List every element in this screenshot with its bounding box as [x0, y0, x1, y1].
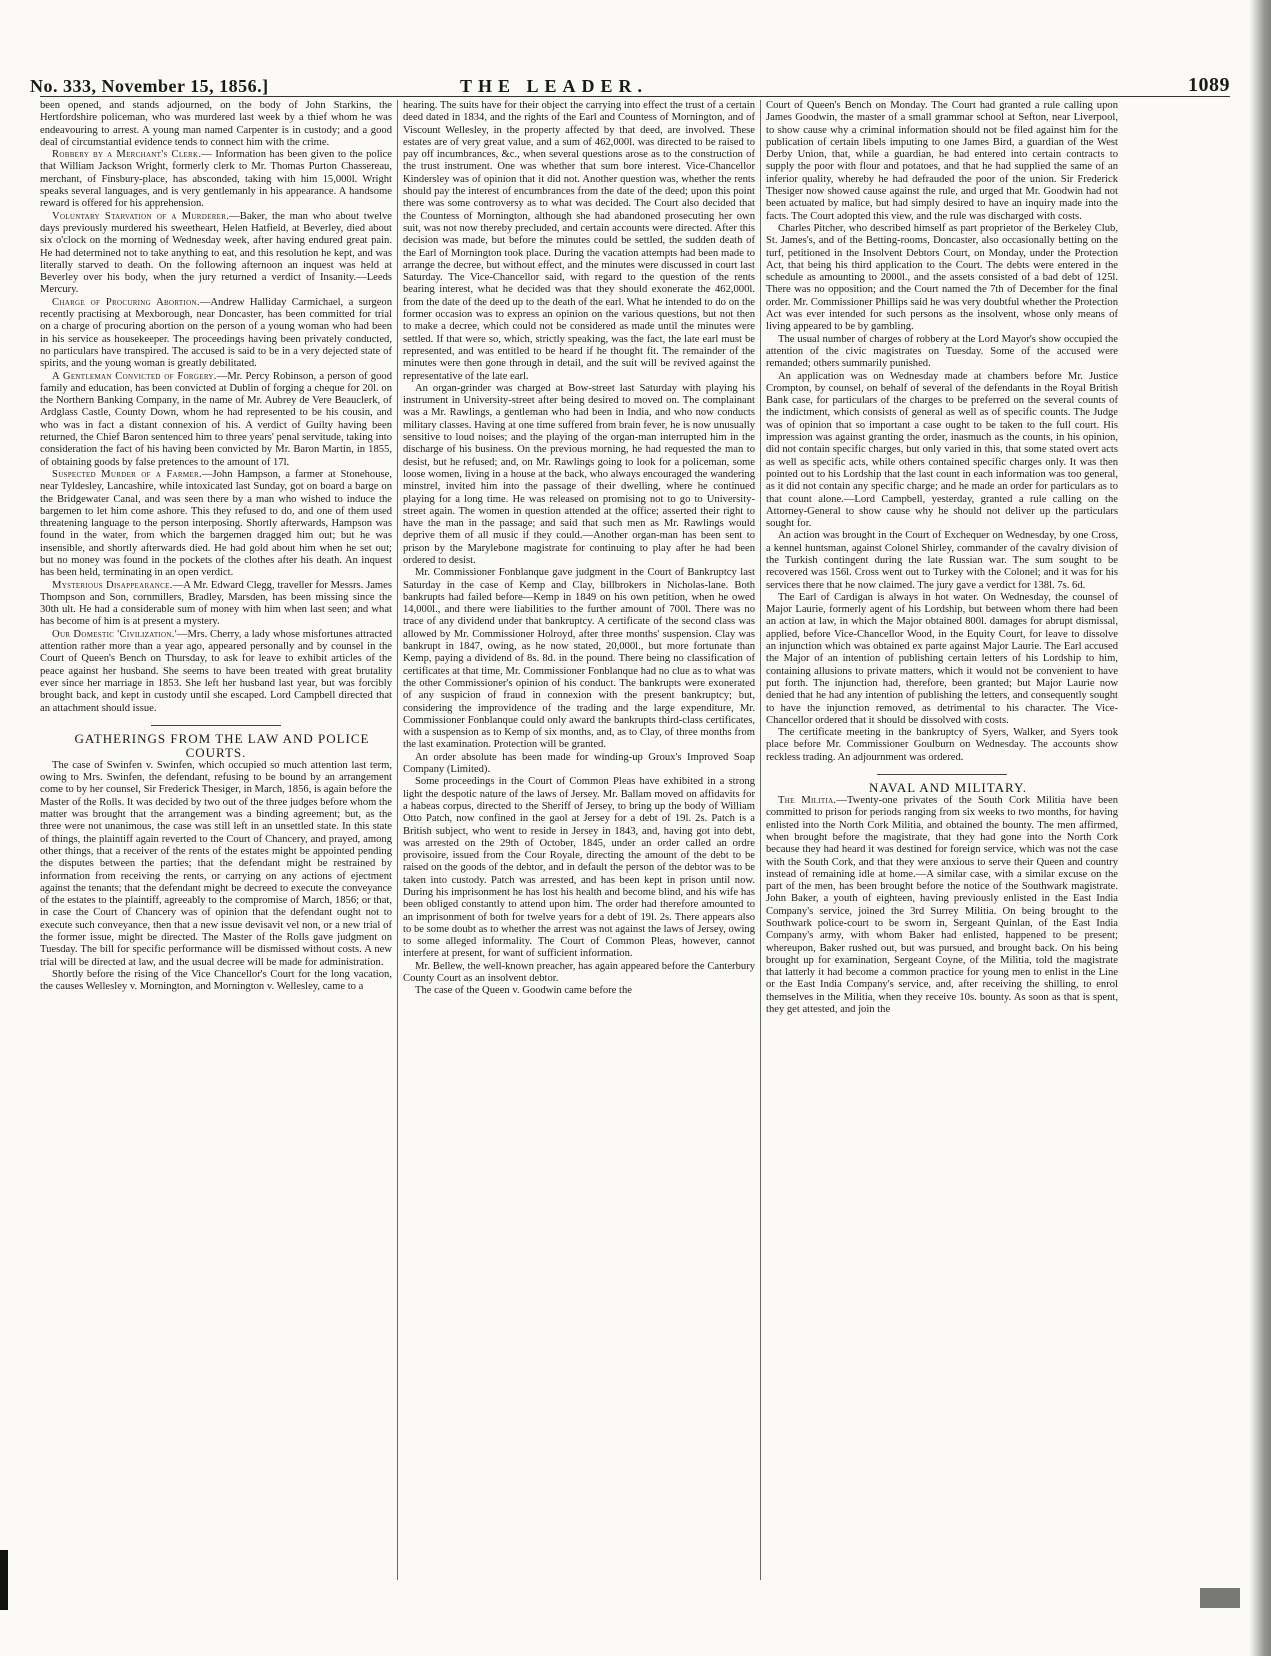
news-item: [40, 211, 392, 297]
paragraph: hearing. The suits have for their object the carrying into effect the trust of a certain deed dated in 1834, and the rights of the Earl and Countess of Mornington, and of Viscount Wellesley, in the property affected by that deed, are involved. These estates are of very great value, and a sum of 462,000l. was directed to be raised to pay off incumbrances, &c., when several questions arose as to the construction of the trust instrument. One was whether that sum bore interest. Vice-Chancellor Kindersley was of opinion that it did not. Another question was, whether the rents should pay the interest of encumbrances from the date of the deed; upon this point there was some controversy as to what was decided. The Court also decided that the Countess of Mornington, although she had abandoned prosecuting her own suit, was not now thereby precluded, and certain accounts were directed. After this decision was made, but before the minutes could be settled, the sudden death of the Earl of Mornington took place. During the vacation attempts had been made to arrange the decree, but without effect, and the minutes were discussed in court last Saturday. The Vice-Chancellor said, with regard to the question of the rents bearing interest, what he decided was that they should exonerate the 462,000l. from the date of the deed up to the death of the earl. What he intended to do on the former occasion was to express an opinion on the various questions, but not then to make a decree, which could not be considered as made until the minutes were settled. If that were so, which, strictly speaking, was the fact, the late earl must be represented, and was entitled to be heard if he thought fit. The remainder of the minutes were then gone through in detail, and the suit will be revived against the representative of the late earl.: [403, 100, 755, 382]
paragraph: Mr. Commissioner Fonblanque gave judgment in the Court of Bankruptcy last Saturday in the case of Kemp and Clay, billbrokers in Nicholas-lane. Both bankrupts had failed before—Kemp in 1849 on his own petition, when he owed 14,000l., and there were liabilities to the further amount of 700l. There was no trace of any dividend under that bankruptcy. A certificate of the second class was allowed by Mr. Commissioner Holroyd, after three months' suspension. Clay was bankrupt in 1847, owing, as he now stated, 20,000l., but more fortunate than Kemp, paying a dividend of 8s. 8d. in the pound. There being no classification of certificates at that time, Mr. Commissioner Fonblanque had no clue as to what was the other Commissioner's opinion of his conduct. The bankrupts were exonerated of any suspicion of fraud in connexion with the present bankruptcy; but, considering the improvidence of the trading and the large expenditure, Mr. Commissioner Fonblanque could only award the bankrupts third-class certificates, with a suspension as to Kemp of six months, and, as to Clay, of three months from the last examination. Protection will be granted.: [403, 567, 755, 751]
column-divider: [397, 100, 398, 1580]
news-item: [766, 795, 1118, 1016]
item-body: —Mr. Percy Robinson, a person of good family and education, has been convicted at Dublin of forging a cheque for 20l. on the Northern Banking Company, in the name of Mr. Aubrey de Vere Beauclerk, of Ardglass Castle, County Down, whom he had represented to be his cousin, and who was in fact a distant connexion of his. A verdict of Guilty having been returned, the Chief Baron sentenced him to three years' penal servitude, taking into consideration the fact of his having been convicted by Mr. Baron Martin, in 1855, of obtaining goods by false pretences to the amount of 17l.: [40, 370, 392, 468]
item-heading: The Militia.: [778, 795, 837, 807]
section-title-naval-military: NAVAL AND MILITARY.: [869, 780, 1027, 796]
scan-mark: [1200, 1588, 1240, 1608]
paragraph: Charles Pitcher, who described himself as part proprietor of the Berkeley Club, St. James's, and of the Betting-rooms, Doncaster, also occasionally betting on the turf, petitioned in the Insolvent Debtors Court, on Monday, under the Protection Act, that being his third application to the Court. The debts were entered in the schedule as amounting to 2000l., and the assets consisted of a bad debt of 125l. There was no opposition; and the Court named the 7th of December for the final order. Mr. Commissioner Phillips said he was very doubtful whether the Protection Act was ever intended for such persons as the insolvent, whose only means of living appeared to be by gambling.: [766, 222, 1118, 333]
paragraph: The Earl of Cardigan is always in hot water. On Wednesday, the counsel of Major Laurie, formerly agent of his Lordship, but between whom there had been an action at law, in which the Major obtained 800l. damages for abrupt dismissal, applied, before Vice-Chancellor Wood, in the Equity Court, for leave to dissolve an injunction which was obtained ex parte against Major Laurie. The Earl accused the Major of an intention of publishing certain letters of his Lordship to him, containing allusions to private matters, which it would not be convenient to have put forth. The injunction had, therefore, been granted; but Major Laurie now denied that he had any intention of publishing the letters, and consequently sought to have the injunction removed, as detrimental to his character. The Vice-Chancellor ordered that it should be dissolved with costs.: [766, 591, 1118, 726]
item-heading: Charge of Procuring Abortion.: [52, 296, 200, 308]
paragraph: The certificate meeting in the bankruptcy of Syers, Walker, and Syers took place before Mr. Commissioner Goulburn on Wednesday. The accounts show reckless trading. An adjournment was ordered.: [766, 727, 1118, 763]
paragraph: An order absolute has been made for winding-up Groux's Improved Soap Company (Limited).: [403, 751, 755, 776]
news-item: [40, 629, 392, 715]
paragraph: Some proceedings in the Court of Common Pleas have exhibited in a strong light the despotic nature of the laws of Jersey. Mr. Ballam moved on affidavits for a habeas corpus, directed to the Sheriff of Jersey, to bring up the body of William Otto Patch, now confined in the gaol at Jersey for a debt of 19l. 2s. Patch is a British subject, who went to reside in Jersey in 1843, and, having got into debt, was arrested on the 29th of October, 1845, under an order called an ordre provisoire, issued from the Cour Royale, directing the amount of the debt to be raised on the goods of the debtor, and in default the person of the debtor was to be taken into custody. Patch was arrested, and has been kept in prison until now. During his imprisonment he has lost his health and become blind, and his wife has been obliged constantly to attend upon him. The order had therefore amounted to an imprisonment of both for twelve years for a debt of 19l. 2s. There appears also to be some doubt as to whether the arrest was not against the laws of Jersey, owing to some alleged informality. The Court of Common Pleas, however, cannot interfere at present, for want of sufficient information.: [403, 776, 755, 960]
item-body: —A Mr. Edward Clegg, traveller for Messrs. James Thompson and Son, cornmillers, Bradley, Marsden, has been missing since the 30th ult. He had a considerable sum of money with him when last seen; and what has become of him is at present a mystery.: [40, 579, 392, 628]
paragraph: been opened, and stands adjourned, on the body of John Starkins, the Hertfordshire policeman, who was murdered last week by a thief whom he was endeavouring to arrest. A young man named Carpenter is in custody; and a good deal of circumstantial evidence tends to connect him with the crime.: [40, 100, 392, 148]
paragraph: An organ-grinder was charged at Bow-street last Saturday with playing his instrument in University-street after being desired to moved on. The complainant was a Mr. Rawlings, a gentleman who had been in India, and who now conducts military classes. Having at one time suffered from brain fever, he is now unusually sensitive to loud noises; and the playing of the organ-man interrupted him in the discharge of his business. On the previous morning, he had requested the man to desist, but he refused; and, on Mr. Rawlings going to look for a policeman, some loose women, living in a house at the back, who always encouraged the wandering minstrel, invited him into the passage of their dwelling, where he continued playing for a long time. He was released on promising not to go to University-street again. The women in question attended at the office; asserted their right to have the man in the passage; and said that such men as Mr. Rawlings would deprive them of all music if they could.—Another organ-man has been sent to prison by the Marylebone magistrate for continuing to play after he had been ordered to desist.: [403, 382, 755, 566]
item-heading: Suspected Murder of a Farmer.: [52, 468, 202, 480]
item-heading: Mysterious Disappearance.: [52, 579, 173, 591]
item-heading: Our Domestic 'Civilization.': [52, 628, 177, 640]
item-heading: Voluntary Starvation of a Murderer.: [52, 210, 230, 222]
item-body: —John Hampson, a farmer at Stonehouse, near Tyldesley, Lancashire, while intoxicated last Sunday, got on board a barge on the Bridgewater Canal, and was seen there by a man who wished to induce the bargemen to let him come ashore. This they refused to do, and one of them used threatening language to the person interposing. Shortly afterwards, Hampson was found in the water, from which the bargemen dragged him out; but he was insensible, and shortly afterwards died. He had gold about him when he set out; but no money was found in the pockets of the clothes after his death. An inquest has been held, terminating in an open verdict.: [40, 468, 392, 579]
page-header: [30, 76, 1230, 98]
header-rule: [40, 96, 1230, 97]
paragraph: Court of Queen's Bench on Monday. The Court had granted a rule calling upon James Goodwin, the master of a small grammar school at Sefton, near Liverpool, to show cause why a criminal information should not be filed against him for the publication of certain libels imputing to one James Bird, a guardian of the West Derby Union, that, while a guardian, he had entered into certain contracts to supply the poor with flour and potatoes, and that he had supplied the same of an inferior quality, whereby he had defrauded the poor of the union. Sir Frederick Thesiger now showed cause against the rule, and urged that Mr. Goodwin had not been actuated by malice, but had simply desired to have an inquiry made into the facts. The Court adopted this view, and the rule was discharged with costs.: [766, 100, 1118, 222]
paragraph: The case of the Queen v. Goodwin came before the: [415, 985, 632, 997]
news-item: [40, 297, 392, 371]
scan-mark: [0, 1550, 8, 1610]
paragraph: Mr. Bellew, the well-known preacher, has again appeared before the Canterbury County Court as an insolvent debtor.: [403, 960, 755, 985]
news-item: [40, 149, 392, 210]
paragraph: An action was brought in the Court of Exchequer on Wednesday, by one Cross, a kennel huntsman, against Colonel Shirley, commander of the cavalry division of the Turkish contingent during the late Russian war. The sum sought to be recovered was 156l. Cross went out to Turkey with the Colonel; and it was for his services there that he now claimed. The jury gave a verdict for 138l. 7s. 6d.: [766, 530, 1118, 591]
section-divider: [877, 774, 1007, 775]
masthead-title: THE LEADER.: [460, 76, 649, 96]
item-body: —Twenty-one privates of the South Cork Militia have been committed to prison for periods ranging from six weeks to two months, for having enlisted into the North Cork Militia, and obtained the bounty. The men affirmed, when brought before the magistrate, that they had gone into the North Cork because they had heard it was destined for foreign service, which was not the case with the South Cork, and that they were anxious to serve their Queen and country instead of remaining idle at home.—A similar case, with a similar excuse on the part of the men, has been brought before the notice of the Southwark magistrate. John Baker, a youth of eighteen, having previously enlisted in the East India Company's service, joined the 3rd Surrey Militia. On being brought to the Southwark police-court to be sworn in, Sergeant Quinlan, of the East India Company's army, with whom Baker had enlisted, happened to be present; whereupon, Baker rushed out, but was pursued, and brought back. On his being brought up for examination, Sergeant Coyne, of the Militia, told the magistrate that latterly it had become a common practice for young men to enlist in the Line or the East India Company's service, and, after receiving the shilling, to enrol themselves in the Militia, when they receive 10s. bounty. As soon as that is spent, they get attested, and join the: [766, 795, 1118, 1016]
item-body: —Baker, the man who about twelve days previously murdered his sweetheart, Helen Hatfield, at Beverley, died about six o'clock on the morning of Wednesday week, after having endured great pain. He had determined not to take anything to eat, and this resolution he kept, and was literally starved to death. On the following afternoon an inquest was held at Beverley over his body, when the jury returned a verdict of Insanity.—Leeds Mercury.: [40, 210, 392, 296]
page-edge-shadow: [1249, 0, 1271, 1656]
section-divider: [151, 725, 281, 726]
paragraph: An application was on Wednesday made at chambers before Mr. Justice Crompton, by counsel, on behalf of several of the defendants in the Royal British Bank case, for particulars of the charges to be preferred on the several counts of the indictment, which consists of general as well as of specific counts. The Judge was of opinion that so important a case ought to be taken to the full court. His impression was against granting the order, inasmuch as the counts, in his opinion, did not contain specific charges, but only varied in this, that some stated overt acts as well as specific acts, while others contained specific charges only. It was then pointed out to his Lordship that the last count in each information was too general, as it did not contain any specific charge; and he made an order for particulars as to that count alone.—Lord Campbell, yesterday, granted a rule calling on the Attorney-General to show cause why he should not deliver up the particulars sought for.: [766, 370, 1118, 530]
paragraph: Shortly before the rising of the Vice Chancellor's Court for the long vacation, the causes Wellesley v. Mornington, and Mornington v. Wellesley, came to a: [40, 968, 392, 993]
column-divider: [760, 100, 761, 1580]
item-body: — Information has been given to the police that William Jackson Wright, formerly clerk to Mr. Thomas Purton Chassereau, merchant, of Finsbury-place, has absconded, taking with him 15,000l. Wright speaks several languages, and is very gentlemanly in his appearance. A handsome reward is offered for his apprehension.: [40, 149, 392, 210]
item-heading: A Gentleman Convicted of Forgery.: [52, 370, 217, 382]
paragraph: The case of Swinfen v. Swinfen, which occupied so much attention last term, owing to Mrs. Swinfen, the defendant, refusing to be bound by an arrangement come to by her counsel, Sir Frederick Thesiger, in March, 1856, is again before the Master of the Rolls. It was decided by two out of the three judges before whom the matter was brought that the arrangement was a binding agreement; but, as the three were not unanimous, the case was still left in an unsettled state. In this state of things, the plaintiff again reverted to the Court of Chancery, and prayed, among other things, that a receiver of the rents of the estates might be appointed pending the disputes between the parties; that the defendant might be restrained by information from receiving the rents, or carrying on any actions of ejectment against the tenants; that the defendant might be decreed to execute the conveyance of the estates to the plaintiff, agreeably to the compromise of March, 1856; or that, in case the Court of Chancery was of opinion that the defendant ought not to execute such conveyance, then that a new issue devisavit vel non, or a new trial of the former issue, might be directed. The Master of the Rolls gave judgment on Tuesday. The bill for specific performance will be dismissed without costs. A new trial will be directed at law, and the usual decree will be made for administration.: [40, 759, 392, 968]
item-heading: Robbery by a Merchant's Clerk.: [52, 149, 202, 161]
issue-info: No. 333, November 15, 1856.]: [30, 76, 269, 96]
news-item: [40, 371, 392, 469]
news-item: [40, 580, 392, 629]
news-item: [40, 469, 392, 580]
column-3: [766, 100, 1118, 1620]
column-1: [40, 100, 392, 1620]
page-number: 1089: [1188, 74, 1230, 96]
paragraph: The usual number of charges of robbery at the Lord Mayor's show occupied the attention of the civic magistrates on Tuesday. Some of the accused were remanded; others summarily punished.: [766, 333, 1118, 370]
column-2: [403, 100, 755, 1620]
item-body: —Mrs. Cherry, a lady whose misfortunes attracted attention rather more than a year ago, appeared personally and by counsel in the Court of Queen's Bench on Thursday, to ask for leave to exhibit articles of the peace against her husband. She seems to have been treated with great brutality ever since her marriage in 1853. She left her husband last year, but was forcibly brought back, and kept in custody until she escaped. Lord Campbell directed that an attachment should issue.: [40, 628, 392, 714]
item-body: —Andrew Halliday Carmichael, a surgeon recently practising at Mexborough, near Doncaster, has been committed for trial on a charge of procuring abortion on the person of a young woman who had been in his service as housekeeper. The proceedings having been privately conducted, no particulars have transpired. The accused is said to be in a very dejected state of spirits, and the young woman is greatly debilitated.: [40, 296, 392, 370]
section-title-law-police: GATHERINGS FROM THE LAW AND POLICE COURTS.: [74, 730, 370, 760]
